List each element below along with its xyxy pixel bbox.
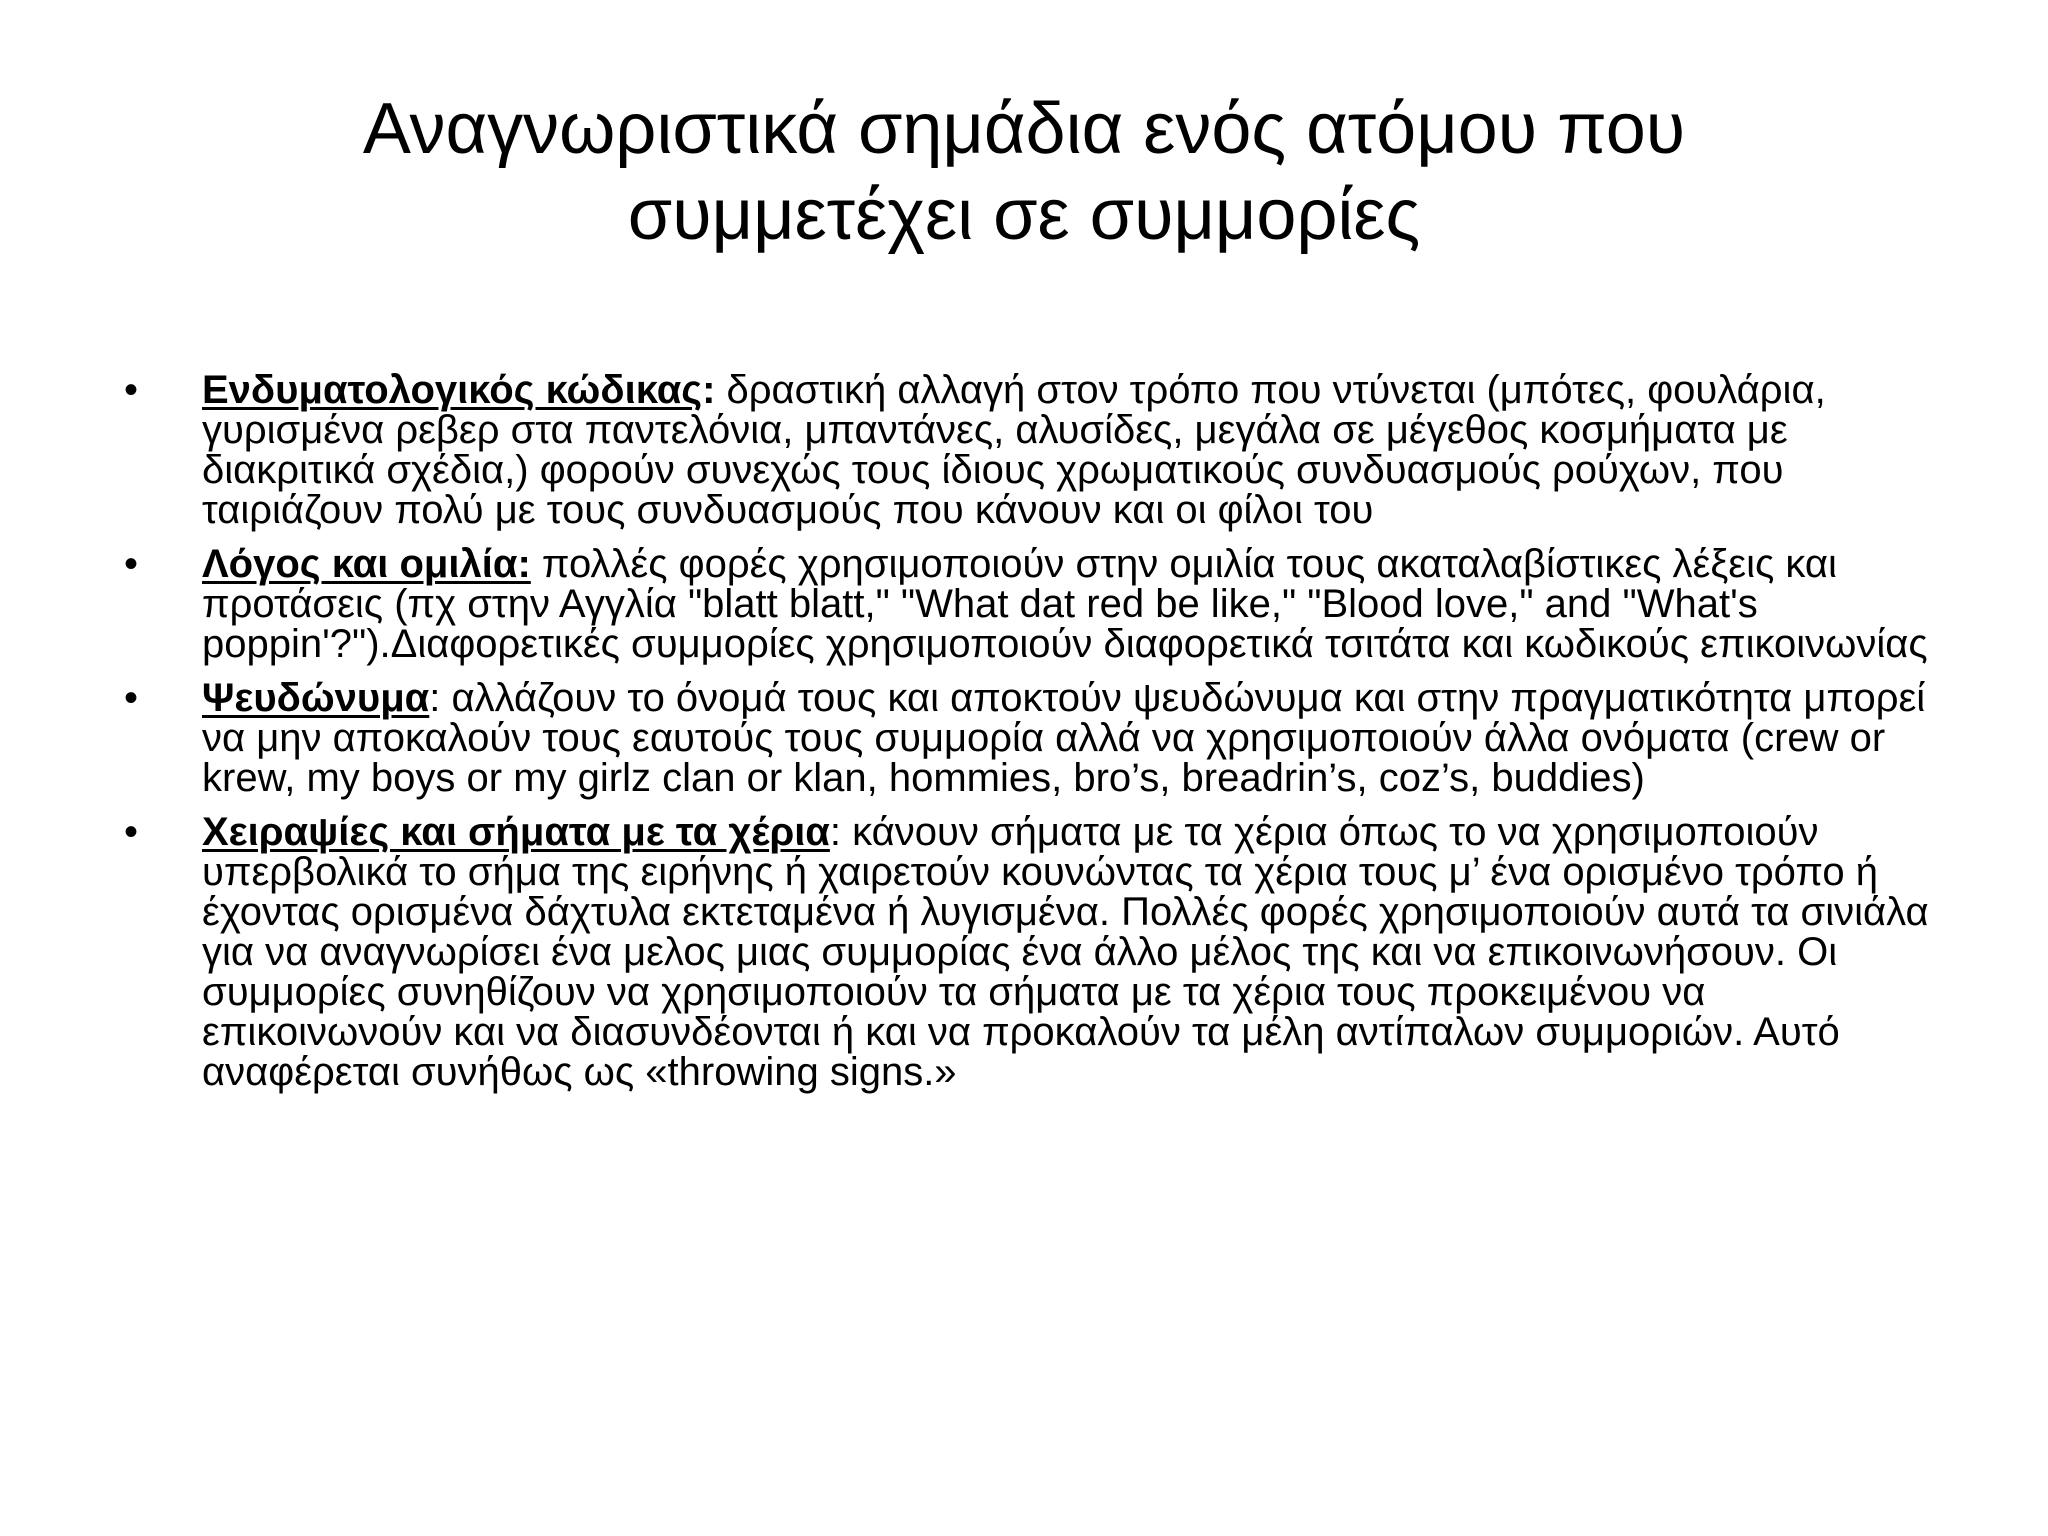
bullet-text: : αλλάζουν το όνομά τους και αποκτούν ψευδώνυμα και στην πραγματικότητα μπορεί να μην αποκαλούν τους εαυτούς τους συμμορία αλλά να χρησιμοποιούν άλλα ονόματα (crew or krew, my boys or my girlz clan or klan, hommies, bro’s, breadrin’s, coz’s, buddies) (202, 676, 1926, 800)
bullet-dot-icon: • (124, 368, 139, 412)
slide-title (160, 86, 1888, 258)
bullet-item-speech (120, 544, 1950, 664)
bullet-item-nicknames (120, 678, 1950, 798)
bullet-dot-icon: • (124, 676, 139, 720)
bullet-text: πολλές φορές χρησιμοποιούν στην ομιλία τους ακαταλαβίστικες λέξεις και προτάσεις (πχ στην Αγγλία "blatt blatt," "What dat red be like," "Blood love," and "What's poppin'?").Διαφορετικές συμμορίες χρησιμοποιούν διαφορετικά τσιτάτα και κωδικούς επικοινωνίας (202, 542, 1928, 666)
bullet-item-hand-signs (120, 812, 1950, 1092)
slide-title-line-2: συμμετέχει σε συμμορίες (627, 175, 1421, 255)
bullet-dot-icon: • (124, 810, 139, 854)
bullet-term: Ενδυματολογικός κώδικας (202, 368, 703, 412)
bullet-item-dress-code (120, 370, 1950, 530)
bullet-text: : κάνουν σήματα με τα χέρια όπως το να χρησιμοποιούν υπερβολικά το σήμα της ειρήνης ή χαιρετούν κουνώντας τα χέρια τους μ’ ένα ορισμένο τρόπο ή έχοντας ορισμένα δάχτυλα εκτεταμένα ή λυγισμένα. Πολλές φορές χρησιμοποιούν αυτά τα σινιάλα για να αναγνωρίσει ένα μελος μιας συμμορίας ένα άλλο μέλος της και να επικοινωνήσουν. Οι συμμορίες συνηθίζουν να χρησιμοποιούν τα σήματα με τα χέρια τους προκειμένου να επικοινωνούν και να διασυνδέονται ή και να προκαλούν τα μέλη αντίπαλων συμμοριών. Αυτό αναφέρεται συνήθως ως «throwing signs.» (202, 810, 1929, 1094)
bullet-text: δραστική αλλαγή στον τρόπο που ντύνεται (μπότες, φουλάρια, γυρισμένα ρεβερ στα παντελόνια, μπαντάνες, αλυσίδες, μεγάλα σε μέγεθος κοσμήματα με διακριτικά σχέδια,) φορούν συνεχώς τους ίδιους χρωματικούς συνδυασμούς ρούχων, που ταιριάζουν πολύ με τους συνδυασμούς που κάνουν και οι φίλοι του (202, 368, 1826, 532)
bullet-term: Λόγος και ομιλία: (202, 542, 531, 586)
bullet-dot-icon: • (124, 542, 139, 586)
bullet-term: Ψευδώνυμα (202, 676, 430, 720)
bullet-term: Χειραψίες και σήματα με τα χέρια (202, 810, 830, 854)
bullet-list (120, 370, 1950, 1106)
slide-title-line-1: Αναγνωριστικά σημάδια ενός ατόμου που (362, 89, 1686, 169)
bullet-term-colon: : (702, 368, 716, 412)
